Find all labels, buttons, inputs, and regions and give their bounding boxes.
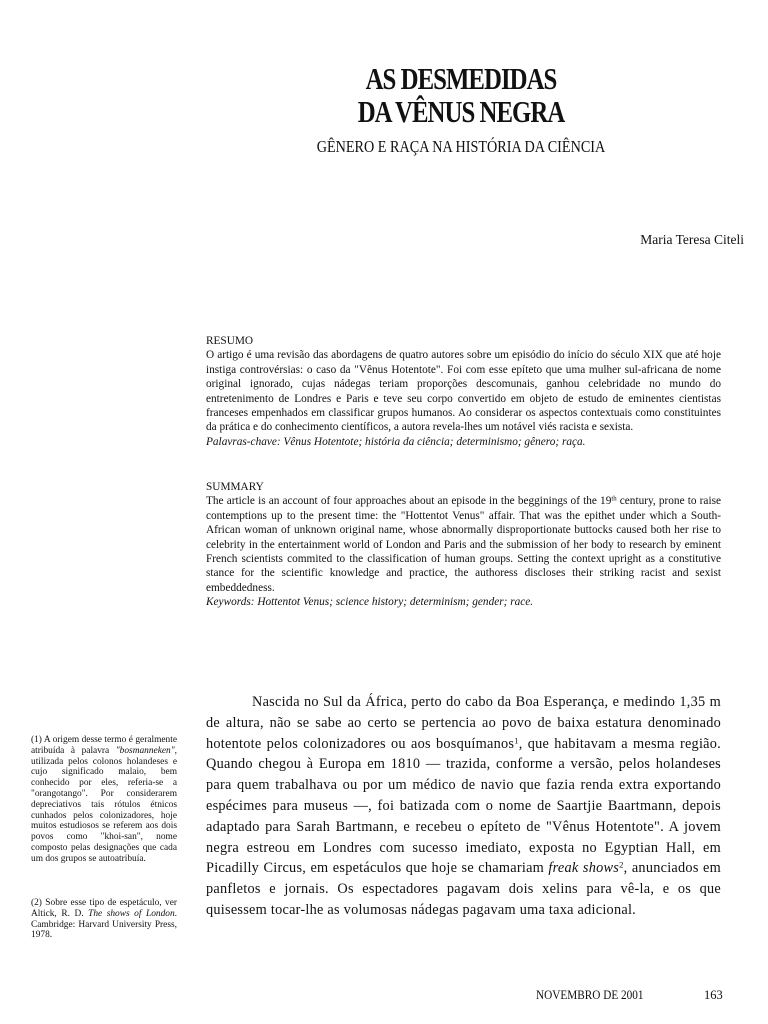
summary-heading: SUMMARY <box>206 481 264 493</box>
body-italic-term: freak shows <box>548 860 620 877</box>
page-number: 163 <box>704 988 723 1002</box>
footnote-1-text-a: (1) A origem desse termo é geralmente atribuída à palavra <box>31 735 177 756</box>
body-text <box>206 692 721 921</box>
footnote-2 <box>31 898 177 941</box>
footnote-2-text-b: . Cambridge: Harvard University Press, 1978. <box>31 908 177 941</box>
footnote-2-italic: The shows of London <box>88 908 175 919</box>
body-text-part-3: , anunciados em panfletos e jornais. Os espectadores pagavam dois xelins para vê-la, e os que quisessem tocar-lhe as volumosas nádegas pagavam uma taxa adicional. <box>206 860 721 918</box>
summary-superscript: th <box>611 495 617 503</box>
footnote-2-text-a: (2) Sobre esse tipo de espetáculo, ver Altick, R. D. <box>31 898 177 919</box>
body-text-part-2: , que habitavam a mesma região. Quando chegou à Europa em 1810 — trazida, conforme a versão, pelos holandeses para quem trabalhava ou por um médico de navio que fazia renda extra exportando espécimes para museus —, foi batizada com o nome de Saartjie Baartmann, depois adaptado para Sarah Bartmann, e recebeu o epíteto de "Vênus Hotentote". A jovem negra estreou em Londres com sucesso imediato, exposta no Egyptian Hall, em Picadilly Circus, em espetáculos que hoje se chamariam <box>206 735 721 877</box>
footnote-1-italic: "bosmanneken" <box>115 745 175 756</box>
footnote-ref-1: 1 <box>514 734 519 745</box>
resumo-keywords: Palavras-chave: Vênus Hotentote; história da ciência; determinismo; gênero; raça. <box>206 435 586 448</box>
title-line-2: DA VÊNUS NEGRA <box>357 94 565 129</box>
summary-text-end: century, prone to raise contemptions up to the present time: the "Hottentot Venus" affair. That was the epithet under which a South-African woman of unknown original name, whose abnormally disproportionate buttocks caused both her rise to celebrity in the entertainment world of London and Paris and the submission of her body to research by eminent French scientists commited to the classification of human groups. Setting the context upright as a constitutive stance for the scientific knowledge and practice, the authoress discloses their striking racist and sexist embeddedness. <box>206 495 721 594</box>
footnote-1 <box>31 735 177 865</box>
author-name: Maria Teresa Citeli <box>640 232 744 247</box>
summary-text-start: The article is an account of four approaches about an episode in the begginings of the 19 <box>206 495 612 508</box>
article-title <box>332 62 590 128</box>
footer-date: NOVEMBRO DE 2001 <box>536 988 644 1002</box>
resumo-block <box>206 334 721 449</box>
summary-block <box>206 480 721 610</box>
resumo-text: O artigo é uma revisão das abordagens de quatro autores sobre um episódio do início do século XIX que até hoje instiga controvérsias: o caso da "Vênus Hotentote". Foi com esse epíteto que uma mulher sul-africana de nome original ignorado, cujas nádegas teriam proporções descomunais, ganhou celebridade no mundo do entretenimento de Londres e Paris e teve seu corpo convertido em objeto de estudo de eminentes cientistas franceses empenhados em classificar grupos humanos. Ao considerar os aspectos contextuais como constituintes da prática e do conhecimento científicos, a autora revela-lhes um notável viés racista e sexista. <box>206 349 721 434</box>
body-paragraph <box>206 692 721 921</box>
title-line-1: AS DESMEDIDAS <box>365 61 557 96</box>
body-text-part-1: Nascida no Sul da África, perto do cabo da Boa Esperança, e medindo 1,35 m de altura, não se sabe ao certo se pertencia ao povo de baixa estatura denominado hotentote pelos colonizadores ou aos bosquímanos <box>206 694 721 752</box>
resumo-heading: RESUMO <box>206 335 254 347</box>
article-subtitle: GÊNERO E RAÇA NA HISTÓRIA DA CIÊNCIA <box>316 137 606 156</box>
summary-keywords: Keywords: Hottentot Venus; science history; determinism; gender; race. <box>206 596 534 609</box>
footnote-1-text-b: , utilizada pelos colonos holandeses e cujo significado malaio, bem conhecido por eles, referia-se a "orangotango". Por considerarem depreciativos tais rótulos étnicos cunhados pelos colonizadores, hoje muitos estudiosos se referem aos dois povos como "khoi-san", nome composto pelas designações que cada um dos grupos se autoatribuía. <box>31 745 177 864</box>
footnote-ref-2: 2 <box>619 859 624 870</box>
